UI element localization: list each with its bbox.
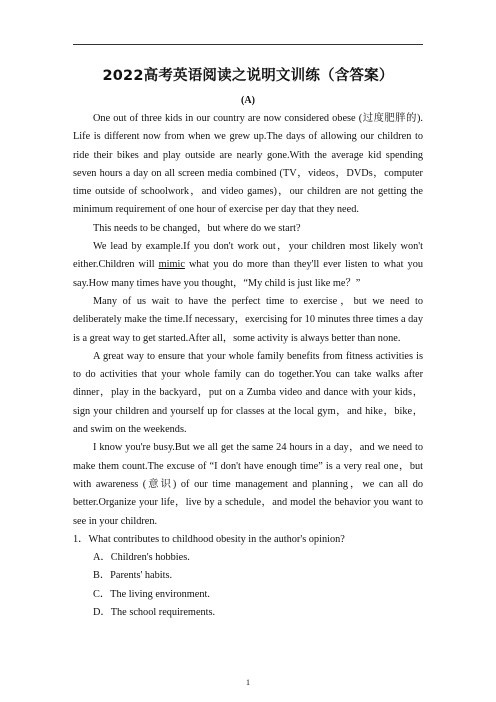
option-c: C．The living environment.	[93, 588, 210, 600]
paragraph-3-text-a: We lead by example.If you don't work out，your children most likely won't either.Children will	[73, 241, 423, 271]
page-title: 2022高考英语阅读之说明文训练（含答案）	[102, 68, 394, 84]
passage	[73, 110, 423, 622]
paragraph-6: I know you're busy.But we all get the same 24 hours in a day，and we need to make them count.The excuse of “I don't have enough time” is a very real one，but with awareness (意识) of our time management and planning，we can all do better.Organize your life，live by a schedule，and model the behavior you want to see in your children.	[73, 442, 423, 527]
paragraph-5: A great way to ensure that your whole family benefits from fitness activities is to do activities that your whole family can do together.You can take walks after dinner，play in the backyard，put on a Zumba video and dance with your kids，sign your children and yourself up for classes at the local gym，and hike，bike，and swim on the weekends.	[73, 350, 423, 436]
paragraph-3	[73, 238, 423, 293]
question-stem: 1．What contributes to childhood obesity in the author's opinion?	[73, 533, 345, 545]
paragraph-4: Many of us wait to have the perfect time to exercise，but we need to deliberately make the time.If necessary，exercising for 10 minutes three times a day is a great way to get started.After all，some activity is always better than none.	[73, 295, 423, 344]
option-d: D．The school requirements.	[93, 607, 216, 619]
paragraph-3-text-b: what you do more than they'll ever listen to what you say.How many times have you thought，“My child is just like me？”	[73, 259, 423, 289]
page-number: 1	[246, 678, 250, 687]
paragraph-2: This needs to be changed，but where do we start?	[93, 222, 301, 234]
paragraph-1: One out of three kids in our country are now considered obese (过度肥胖的). Life is different now from when we grew up.The days of allowing our children to ride their bikes and play outside are nearly gone.With the average kid spending seven hours a day on all screen media combined (TV，videos，DVDs，computer time outside of schoolwork，and video games)，our children are not getting the minimum requirement of one hour of exercise per day that they need.	[73, 113, 423, 216]
option-b: B．Parents' habits.	[93, 570, 173, 582]
underlined-word: mimic	[158, 259, 185, 271]
section-label: (A)	[241, 95, 255, 106]
option-a: A．Children's hobbies.	[93, 552, 190, 564]
header-rule	[73, 44, 423, 45]
